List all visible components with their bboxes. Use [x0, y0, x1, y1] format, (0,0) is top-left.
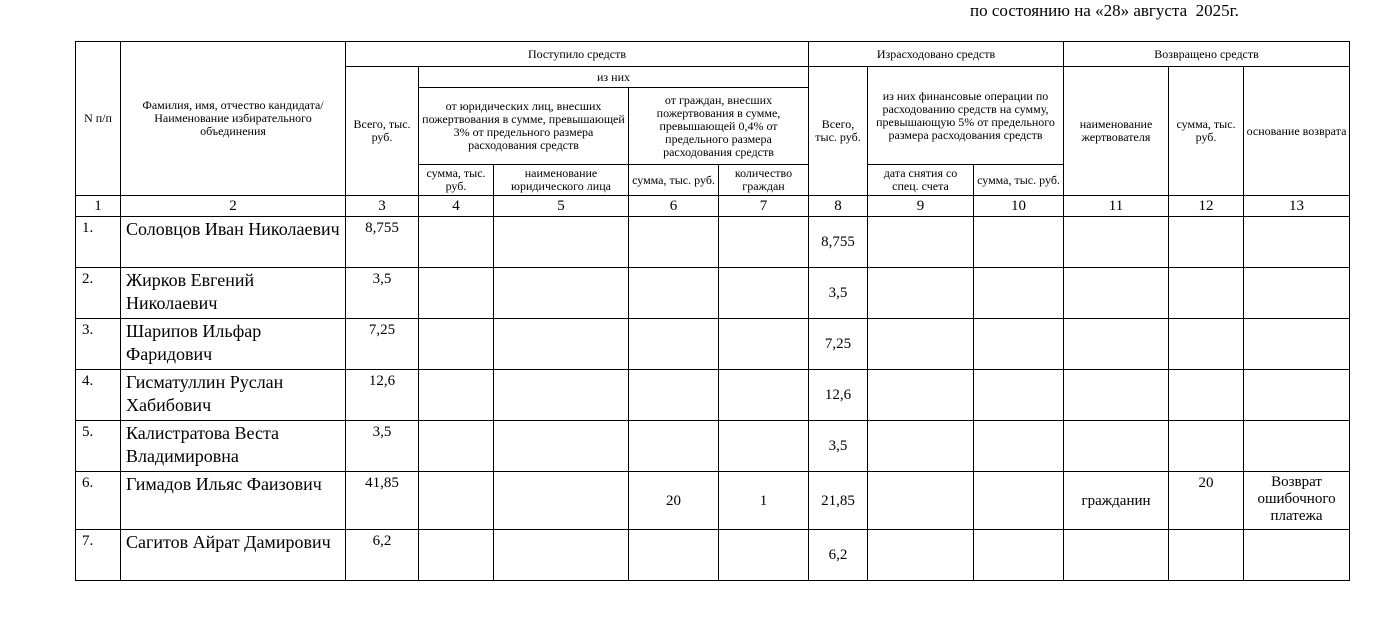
col-header-total-spent: Всего, тыс. руб.	[809, 67, 868, 196]
legal-sum	[419, 530, 494, 581]
total-received: 6,2	[346, 530, 419, 581]
ops-sum	[974, 370, 1064, 421]
returned-sum	[1169, 421, 1244, 472]
candidate-name: Гимадов Ильяс Фаизович	[121, 472, 346, 530]
col-header-legal-name: наименование юридического лица	[494, 165, 629, 196]
col-header-num: N п/п	[76, 42, 121, 196]
table-row	[76, 319, 1350, 370]
col-header-donor-name: наименование жертвователя	[1064, 67, 1169, 196]
returned-sum	[1169, 268, 1244, 319]
ops-sum	[974, 319, 1064, 370]
citizens-sum	[629, 370, 719, 421]
total-spent: 6,2	[809, 530, 868, 581]
legal-sum	[419, 370, 494, 421]
col-group-received: Поступило средств	[346, 42, 809, 67]
column-number: 12	[1169, 196, 1244, 217]
col-group-legal: от юридических лиц, внесших пожертвования в сумме, превышающей 3% от предельного размера расходования средств	[419, 88, 629, 165]
col-group-returned: Возвращено средств	[1064, 42, 1350, 67]
return-basis: Возврат ошибочного платежа	[1244, 472, 1350, 530]
column-number: 1	[76, 196, 121, 217]
legal-name	[494, 530, 629, 581]
row-number: 4.	[76, 370, 121, 421]
table-row	[76, 530, 1350, 581]
donor-name	[1064, 319, 1169, 370]
legal-sum	[419, 472, 494, 530]
citizens-sum	[629, 319, 719, 370]
total-spent: 3,5	[809, 268, 868, 319]
returned-sum	[1169, 530, 1244, 581]
legal-name	[494, 217, 629, 268]
legal-sum	[419, 319, 494, 370]
total-spent: 7,25	[809, 319, 868, 370]
legal-sum	[419, 268, 494, 319]
citizens-sum	[629, 268, 719, 319]
row-number: 3.	[76, 319, 121, 370]
donor-name	[1064, 421, 1169, 472]
citizens-count	[719, 319, 809, 370]
total-spent: 3,5	[809, 421, 868, 472]
total-received: 41,85	[346, 472, 419, 530]
returned-sum: 20	[1169, 472, 1244, 530]
withdraw-date	[868, 472, 974, 530]
legal-name	[494, 370, 629, 421]
donor-name	[1064, 370, 1169, 421]
row-number: 1.	[76, 217, 121, 268]
legal-name	[494, 268, 629, 319]
col-header-return-basis: основание возврата	[1244, 67, 1350, 196]
return-basis	[1244, 370, 1350, 421]
legal-sum	[419, 421, 494, 472]
citizens-sum	[629, 530, 719, 581]
return-basis	[1244, 319, 1350, 370]
return-basis	[1244, 268, 1350, 319]
row-number: 5.	[76, 421, 121, 472]
column-number: 9	[868, 196, 974, 217]
return-basis	[1244, 217, 1350, 268]
ops-sum	[974, 530, 1064, 581]
withdraw-date	[868, 319, 974, 370]
candidate-name: Шарипов Ильфар Фаридович	[121, 319, 346, 370]
citizens-count	[719, 217, 809, 268]
report-date-line: по состоянию на «28» августа 2025г.	[970, 1, 1239, 20]
col-group-spent: Израсходовано средств	[809, 42, 1064, 67]
row-number: 7.	[76, 530, 121, 581]
col-header-ops-sum: сумма, тыс. руб.	[974, 165, 1064, 196]
total-spent: 12,6	[809, 370, 868, 421]
candidate-name: Сагитов Айрат Дамирович	[121, 530, 346, 581]
total-spent: 8,755	[809, 217, 868, 268]
ops-sum	[974, 268, 1064, 319]
total-received: 3,5	[346, 268, 419, 319]
withdraw-date	[868, 370, 974, 421]
col-header-citizens-sum: сумма, тыс. руб.	[629, 165, 719, 196]
returned-sum	[1169, 217, 1244, 268]
citizens-sum	[629, 421, 719, 472]
ops-sum	[974, 421, 1064, 472]
column-number: 2	[121, 196, 346, 217]
column-number: 5	[494, 196, 629, 217]
withdraw-date	[868, 530, 974, 581]
donor-name	[1064, 530, 1169, 581]
table-row	[76, 472, 1350, 530]
column-number: 8	[809, 196, 868, 217]
citizens-count	[719, 530, 809, 581]
donor-name: гражданин	[1064, 472, 1169, 530]
returned-sum	[1169, 370, 1244, 421]
column-number-row	[76, 196, 1350, 217]
column-number: 6	[629, 196, 719, 217]
row-number: 2.	[76, 268, 121, 319]
table-row	[76, 268, 1350, 319]
return-basis	[1244, 421, 1350, 472]
table-row	[76, 370, 1350, 421]
column-number: 10	[974, 196, 1064, 217]
total-received: 3,5	[346, 421, 419, 472]
citizens-count	[719, 268, 809, 319]
citizens-sum	[629, 217, 719, 268]
col-header-citizens-count: количество граждан	[719, 165, 809, 196]
row-number: 6.	[76, 472, 121, 530]
legal-sum	[419, 217, 494, 268]
candidate-name: Жирков Евгений Николаевич	[121, 268, 346, 319]
citizens-count: 1	[719, 472, 809, 530]
total-received: 8,755	[346, 217, 419, 268]
withdraw-date	[868, 421, 974, 472]
col-group-of-them: из них	[419, 67, 809, 88]
table-row	[76, 217, 1350, 268]
col-group-citizens: от граждан, внесших пожертвования в сумме, превышающей 0,4% от предельного размера расходования средств	[629, 88, 809, 165]
ops-sum	[974, 217, 1064, 268]
column-number: 11	[1064, 196, 1169, 217]
candidate-name: Гисматуллин Руслан Хабибович	[121, 370, 346, 421]
legal-name	[494, 319, 629, 370]
ops-sum	[974, 472, 1064, 530]
col-header-total-received: Всего, тыс. руб.	[346, 67, 419, 196]
withdraw-date	[868, 268, 974, 319]
donor-name	[1064, 268, 1169, 319]
citizens-count	[719, 370, 809, 421]
column-number: 3	[346, 196, 419, 217]
column-number: 4	[419, 196, 494, 217]
header-row-groups	[76, 42, 1350, 67]
total-spent: 21,85	[809, 472, 868, 530]
column-number: 13	[1244, 196, 1350, 217]
citizens-count	[719, 421, 809, 472]
total-received: 12,6	[346, 370, 419, 421]
table-row	[76, 421, 1350, 472]
candidate-name: Калистратова Веста Владимировна	[121, 421, 346, 472]
donor-name	[1064, 217, 1169, 268]
column-number: 7	[719, 196, 809, 217]
citizens-sum: 20	[629, 472, 719, 530]
legal-name	[494, 472, 629, 530]
col-header-returned-sum: сумма, тыс. руб.	[1169, 67, 1244, 196]
legal-name	[494, 421, 629, 472]
col-group-ops: из них финансовые операции по расходованию средств на сумму, превышающую 5% от предельного размера расходования средств	[868, 67, 1064, 165]
col-header-name: Фамилия, имя, отчество кандидата/ Наименование избирательного объединения	[121, 42, 346, 196]
col-header-legal-sum: сумма, тыс. руб.	[419, 165, 494, 196]
return-basis	[1244, 530, 1350, 581]
col-header-withdraw-date: дата снятия со спец. счета	[868, 165, 974, 196]
total-received: 7,25	[346, 319, 419, 370]
campaign-finance-table	[75, 41, 1350, 581]
candidate-name: Соловцов Иван Николаевич	[121, 217, 346, 268]
returned-sum	[1169, 319, 1244, 370]
withdraw-date	[868, 217, 974, 268]
